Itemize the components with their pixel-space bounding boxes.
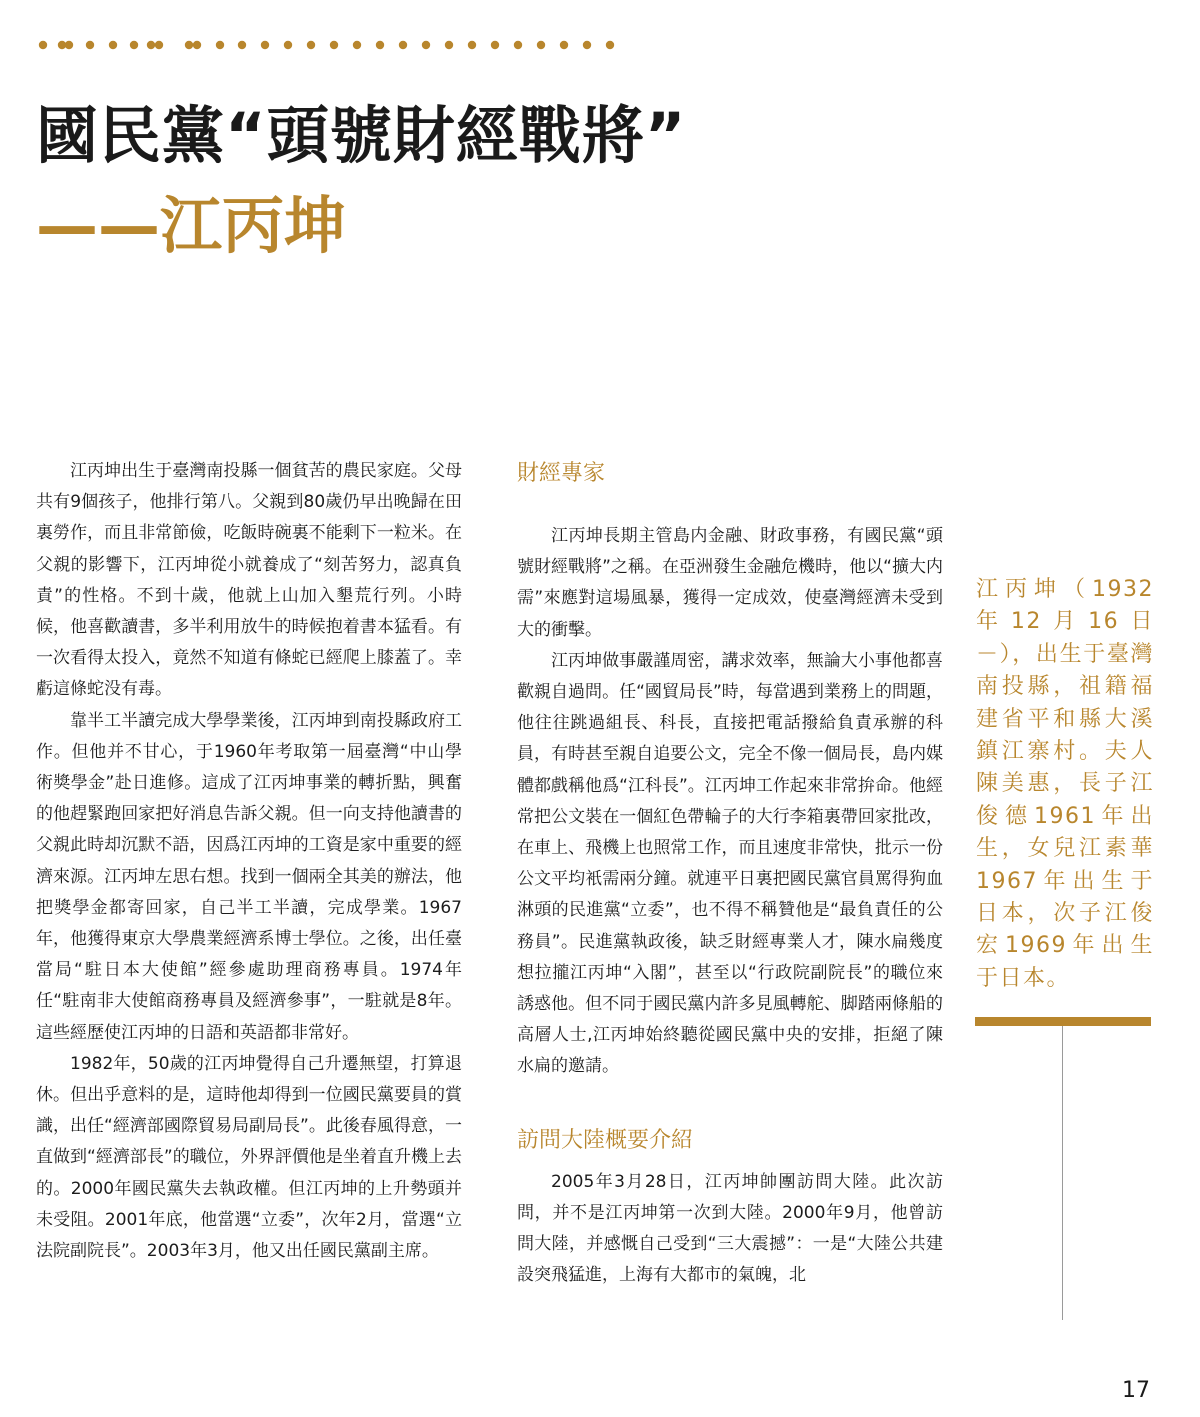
paragraph: 江丙坤長期主管島内金融、財政事務，有國民黨“頭號財經戰將”之稱。在亞洲發生金融危機時，他以“擴大内需”來應對這場風暴，獲得一定成效，使臺灣經濟未受到大的衝擊。 — [517, 526, 943, 640]
paragraph: 1982年，50歲的江丙坤覺得自己升遷無望，打算退休。但出乎意料的是，這時他却得到一位國民黨要員的賞識，出任“經濟部國際貿易局副局長”。此後春風得意，一直做到“經濟部長”的職位，外界評價他是坐着直升機上去的。2000年國民黨失去執政權。但江丙坤的上升勢頭并未受阻。2001年底，他當選“立委”，次年2月，當選“立法院副院長”。2003年3月，他又出任國民黨副主席。 — [36, 1053, 462, 1262]
sidebar-rule — [975, 1017, 1151, 1026]
paragraph: 江丙坤做事嚴謹周密，講求效率，無論大小事他都喜歡親自過問。任“國貿局長”時，每當遇到業務上的問題，他往往跳過組長、科長，直接把電話撥給負責承辦的科員，有時甚至親自追要公文，完全不像一個局長，島内媒體都戲稱他爲“江科長”。江丙坤工作起來非常拚命。他經常把公文裝在一個紅色帶輪子的大行李箱裏帶回家批改，在車上、飛機上也照常工作，而且速度非常快，批示一份公文平均衹需兩分鐘。就連平日裏把國民黨官員罵得狗血淋頭的民進黨“立委”，也不得不稱贊他是“最負責任的公務員”。民進黨執政後，缺乏財經專業人才，陳水扁幾度想拉攏江丙坤“入閣”，甚至以“行政院副院長”的職位來誘惑他。但不同于國民黨内許多見風轉舵、脚踏兩條船的高層人士,江丙坤始終聽從國民黨中央的安排，拒絕了陳水扁的邀請。 — [517, 650, 943, 1077]
bio-sidebar: 江丙坤（1932年12月16日－），出生于臺灣南投縣，祖籍福建省平和縣大溪鎮江寨村。夫人陳美惠，長子江俊德1961年出生，女兒江素華1967年出生于日本，次子江俊宏1969年出生于日本。 — [976, 577, 1154, 991]
section-heading: 訪問大陸概要介紹 — [517, 1127, 694, 1153]
paragraph: 2005年3月28日，江丙坤帥團訪問大陸。此次訪問，并不是江丙坤第一次到大陸。2000年9月，他曾訪問大陸，并感慨自己受到“三大震撼”：一是“大陸公共建設突飛猛進，上海有大都市的氣魄，北 — [517, 1171, 943, 1286]
vertical-rule — [1062, 1026, 1063, 1320]
section-heading: 財經專家 — [517, 461, 606, 486]
page-title: 國民黨“頭號財經戰將” — [36, 99, 687, 172]
dot-row-ornament-icon — [38, 38, 638, 52]
article-column-middle — [517, 458, 943, 1291]
article-column-left — [36, 456, 462, 1267]
page-subtitle: ——江丙坤 — [36, 189, 347, 262]
paragraph: 江丙坤出生于臺灣南投縣一個貧苦的農民家庭。父母共有9個孩子，他排行第八。父親到80歲仍早出晚歸在田裏勞作，而且非常節儉，吃飯時碗裏不能剩下一粒米。在父親的影響下，江丙坤從小就養成了“刻苦努力，認真負責”的性格。不到十歲，他就上山加入墾荒行列。小時候，他喜歡讀書，多半利用放牛的時候抱着書本猛看。有一次看得太投入，竟然不知道有條蛇已經爬上膝蓋了。幸虧這條蛇没有毒。 — [36, 461, 462, 700]
page-number: 17 — [1122, 1378, 1150, 1403]
paragraph: 靠半工半讀完成大學學業後，江丙坤到南投縣政府工作。但他并不甘心，于1960年考取第一屆臺灣“中山學術獎學金”赴日進修。這成了江丙坤事業的轉折點，興奮的他趕緊跑回家把好消息告訴父親。但一向支持他讀書的父親此時却沉默不語，因爲江丙坤的工資是家中重要的經濟來源。江丙坤左思右想。找到一個兩全其美的辦法，他把獎學金都寄回家，自己半工半讀，完成學業。1967年，他獲得東京大學農業經濟系博士學位。之後，出任臺當局“駐日本大使館”經參處助理商務專員。1974年任“駐南非大使館商務專員及經濟參事”，一駐就是8年。這些經歷使江丙坤的日語和英語都非常好。 — [36, 710, 462, 1043]
